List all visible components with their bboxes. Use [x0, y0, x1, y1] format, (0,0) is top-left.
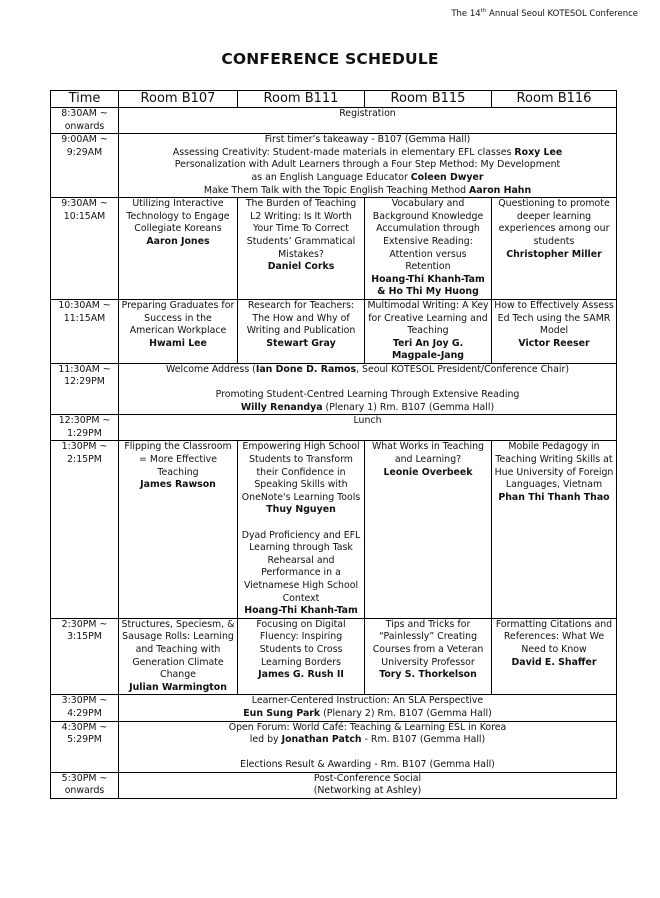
table-row [51, 695, 617, 721]
session-cell-b107: Preparing Graduates for Success in the American Workplace Hwami Lee [119, 299, 238, 363]
table-row [51, 299, 617, 363]
time-cell: 9:00AM ~ 9:29AM [51, 134, 119, 198]
time-cell: 5:30PM ~ onwards [51, 772, 119, 798]
session-cell-b111: The Burden of Teaching L2 Writing: Is It Worth Your Time To Correct Students’ Grammatical Mistakes? Daniel Corks [238, 198, 365, 300]
table-row [51, 721, 617, 772]
time-cell: 10:30AM ~ 11:15AM [51, 299, 119, 363]
session-cell: Post-Conference Social (Networking at Ashley) [119, 772, 617, 798]
session-cell-b116: How to Effectively Assess Ed Tech using the SAMR Model Victor Reeser [492, 299, 617, 363]
conference-header: The 14th Annual Seoul KOTESOL Conference [451, 8, 638, 19]
column-header-b107: Room B107 [119, 91, 238, 108]
session-cell-b115: Tips and Tricks for “Painlessly” Creating Courses from a Veteran University Professor Tory S. Thorkelson [365, 618, 492, 695]
time-cell: 2:30PM ~ 3:15PM [51, 618, 119, 695]
time-cell: 12:30PM ~ 1:29PM [51, 415, 119, 441]
session-cell: Open Forum: World Café: Teaching & Learning ESL in Korea led by Jonathan Patch - Rm. B107 (Gemma Hall) Elections Result & Awarding - Rm. B107 (Gemma Hall) [119, 721, 617, 772]
page-title: CONFERENCE SCHEDULE [221, 50, 439, 68]
column-header-b116: Room B116 [492, 91, 617, 108]
table-row [51, 363, 617, 414]
session-cell-b107: Flipping the Classroom = More Effective Teaching James Rawson [119, 441, 238, 618]
column-header-time: Time [51, 91, 119, 108]
session-cell-b115: What Works in Teaching and Learning? Leonie Overbeek [365, 441, 492, 618]
session-cell-b116: Questioning to promote deeper learning experiences among our students Christopher Miller [492, 198, 617, 300]
time-cell: 9:30AM ~ 10:15AM [51, 198, 119, 300]
column-header-b115: Room B115 [365, 91, 492, 108]
table-header-row [51, 91, 617, 108]
session-cell-b107: Utilizing Interactive Technology to Engage Collegiate Koreans Aaron Jones [119, 198, 238, 300]
time-cell: 3:30PM ~ 4:29PM [51, 695, 119, 721]
session-cell-b111: Focusing on Digital Fluency: Inspiring Students to Cross Learning Borders James G. Rush II [238, 618, 365, 695]
column-header-b111: Room B111 [238, 91, 365, 108]
session-cell-b115: Vocabulary and Background Knowledge Accumulation through Extensive Reading: Attention versus Retention Hoang-Thi Khanh-Tam & Ho Thi My Huong [365, 198, 492, 300]
session-cell: Learner-Centered Instruction: An SLA Perspective Eun Sung Park (Plenary 2) Rm. B107 (Gemma Hall) [119, 695, 617, 721]
table-row [51, 772, 617, 798]
session-cell-b111: Research for Teachers: The How and Why of Writing and Publication Stewart Gray [238, 299, 365, 363]
session-cell: Welcome Address (Ian Done D. Ramos, Seoul KOTESOL President/Conference Chair) Promoting Student-Centred Learning Through Extensive Reading Willy Renandya (Plenary 1) Rm. B107 (Gemma Hall) [119, 363, 617, 414]
session-cell: Registration [119, 108, 617, 134]
table-row [51, 198, 617, 300]
table-row [51, 618, 617, 695]
table-row [51, 108, 617, 134]
time-cell: 1:30PM ~ 2:15PM [51, 441, 119, 618]
session-cell-b107: Structures, Speciesm, & Sausage Rolls: Learning and Teaching with Generation Climate Change Julian Warmington [119, 618, 238, 695]
session-cell-b111: Empowering High School Students to Transform their Confidence in Speaking Skills with OneNote's Learning Tools Thuy Nguyen Dyad Proficiency and EFL Learning through Task Rehearsal and Performance in a Vietnamese High School Context Hoang-Thi Khanh-Tam [238, 441, 365, 618]
time-cell: 4:30PM ~ 5:29PM [51, 721, 119, 772]
table-row [51, 415, 617, 441]
table-row [51, 441, 617, 618]
time-cell: 11:30AM ~ 12:29PM [51, 363, 119, 414]
session-cell: Lunch [119, 415, 617, 441]
schedule-table [50, 90, 617, 799]
session-cell-b115: Multimodal Writing: A Key for Creative Learning and Teaching Teri An Joy G. Magpale-Jang [365, 299, 492, 363]
session-cell: First timer’s takeaway - B107 (Gemma Hall) Assessing Creativity: Student-made materials in elementary EFL classes Roxy Lee Personalization with Adult Learners through a Four Step Method: My Development as an English Language Educator Coleen Dwyer Make Them Talk with the Topic English Teaching Method Aaron Hahn [119, 134, 617, 198]
time-cell: 8:30AM ~ onwards [51, 108, 119, 134]
session-cell-b116: Formatting Citations and References: What We Need to Know David E. Shaffer [492, 618, 617, 695]
session-cell-b116: Mobile Pedagogy in Teaching Writing Skills at Hue University of Foreign Languages, Vietnam Phan Thi Thanh Thao [492, 441, 617, 618]
table-row [51, 134, 617, 198]
